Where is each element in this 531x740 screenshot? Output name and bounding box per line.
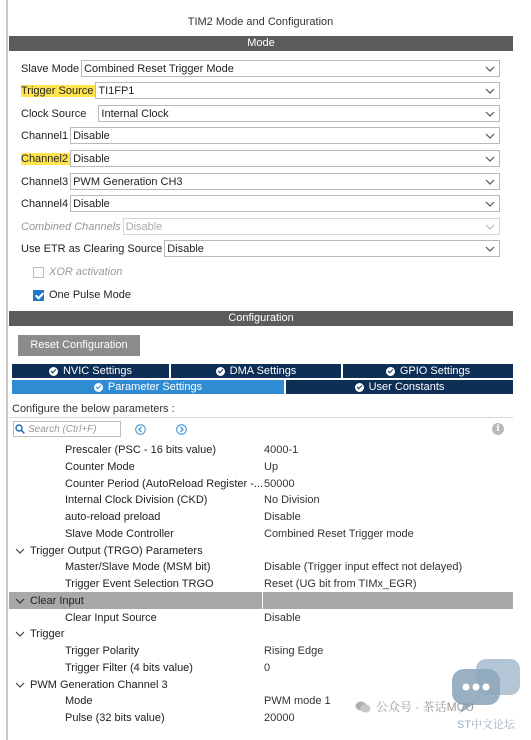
group-label: Trigger Output (TRGO) Parameters (30, 544, 203, 557)
param-row[interactable] (9, 558, 513, 575)
trigger-source-label: Trigger Source (21, 84, 94, 97)
previous-icon[interactable] (135, 424, 146, 435)
param-value: Rising Edge (264, 644, 324, 657)
clock-source-row (21, 105, 500, 122)
channel2-label: Channel2 (21, 152, 69, 165)
channel1-value: Disable (73, 129, 110, 142)
reset-configuration-button[interactable]: Reset Configuration (18, 335, 140, 356)
combined-channels-value: Disable (125, 220, 163, 233)
param-value: Disable (Trigger input effect not delayed) (264, 560, 463, 573)
next-icon[interactable] (176, 424, 187, 435)
slave-mode-label: Slave Mode (21, 62, 80, 75)
tab-parameter-label: Parameter Settings (107, 381, 203, 393)
param-key: Slave Mode Controller (65, 527, 174, 540)
param-key: Pulse (32 bits value) (65, 711, 165, 724)
mode-section-bar: Mode (9, 36, 513, 51)
one-pulse-mode-row[interactable] (33, 288, 131, 302)
tab-parameter-settings[interactable] (12, 380, 284, 394)
channel3-label: Channel3 (21, 175, 69, 188)
param-value: Up (264, 460, 279, 473)
clock-source-value: Internal Clock (101, 107, 169, 120)
param-value: 20000 (264, 711, 295, 724)
info-icon[interactable]: i (492, 423, 504, 435)
slave-mode-select[interactable] (81, 60, 500, 77)
channel4-select[interactable] (70, 195, 500, 212)
tab-nvic-label: NVIC Settings (62, 365, 133, 377)
xor-activation-checkbox (33, 267, 44, 278)
param-value: Reset (UG bit from TIMx_EGR) (264, 577, 417, 590)
use-etr-row (21, 240, 500, 257)
chevron-down-icon (15, 680, 25, 690)
param-value: Disable (264, 510, 301, 523)
param-value: PWM mode 1 (264, 694, 331, 707)
channel1-select[interactable] (70, 127, 500, 144)
trigger-source-value: TI1FP1 (98, 84, 135, 97)
use-etr-value: Disable (167, 242, 204, 255)
chevron-down-icon (485, 222, 495, 232)
tab-user-constants[interactable] (286, 380, 513, 394)
combined-channels-select (123, 218, 500, 235)
column-divider (262, 592, 263, 609)
chevron-down-icon (485, 177, 495, 187)
configuration-section-bar: Configuration (9, 311, 513, 326)
trigger-source-row (21, 82, 500, 99)
tab-gpio-settings[interactable] (343, 364, 513, 378)
channel3-select[interactable] (70, 173, 500, 190)
param-row[interactable] (9, 525, 513, 542)
tab-dma-settings[interactable] (171, 364, 341, 378)
clock-source-label: Clock Source (21, 107, 87, 120)
check-circle-icon (49, 367, 58, 376)
chevron-down-icon (15, 546, 25, 556)
chevron-down-icon (15, 596, 25, 606)
channel2-row (21, 150, 500, 167)
divider (9, 417, 513, 418)
use-etr-label: Use ETR as Clearing Source (21, 242, 163, 255)
param-row[interactable] (9, 508, 513, 525)
tab-nvic-settings[interactable] (12, 364, 169, 378)
param-row[interactable] (9, 642, 513, 659)
channel1-row (21, 127, 500, 144)
param-row[interactable] (9, 475, 513, 492)
check-circle-icon (386, 367, 395, 376)
xor-activation-row (33, 265, 122, 279)
channel1-label: Channel1 (21, 129, 69, 142)
chevron-down-icon (485, 199, 495, 209)
panel-title: TIM2 Mode and Configuration (187, 16, 334, 28)
tab-user-constants-label: User Constants (368, 381, 445, 393)
chevron-down-icon (485, 244, 495, 254)
group-row-clear-input[interactable] (9, 592, 513, 609)
check-circle-icon (355, 383, 364, 392)
search-input[interactable] (13, 421, 121, 437)
param-row[interactable] (9, 491, 513, 508)
chevron-down-icon (485, 154, 495, 164)
channel4-value: Disable (73, 197, 110, 210)
xor-activation-label: XOR activation (49, 266, 123, 278)
chevron-down-icon (485, 109, 495, 119)
param-key: Prescaler (PSC - 16 bits value) (65, 443, 216, 456)
param-row[interactable] (9, 609, 513, 626)
param-value: No Division (264, 493, 320, 506)
one-pulse-mode-label: One Pulse Mode (49, 289, 131, 301)
configure-hint: Configure the below parameters : (12, 403, 175, 415)
group-row-pwm-ch3[interactable] (9, 676, 513, 693)
check-circle-icon (216, 367, 225, 376)
combined-channels-row (21, 218, 500, 235)
param-row[interactable] (9, 659, 513, 676)
param-key: Clear Input Source (65, 611, 157, 624)
group-row-trgo[interactable] (9, 542, 513, 559)
check-circle-icon (94, 383, 103, 392)
use-etr-select[interactable] (164, 240, 500, 257)
channel3-row (21, 173, 500, 190)
left-border (6, 0, 8, 740)
clock-source-select[interactable] (98, 105, 500, 122)
search-placeholder: Search (Ctrl+F) (28, 423, 97, 435)
tab-dma-label: DMA Settings (229, 365, 297, 377)
param-row[interactable] (9, 441, 513, 458)
search-icon (15, 424, 25, 434)
param-value: Combined Reset Trigger mode (264, 527, 414, 540)
param-key: Trigger Polarity (65, 644, 140, 657)
param-key: auto-reload preload (65, 510, 161, 523)
param-value: 50000 (264, 477, 295, 490)
channel4-label: Channel4 (21, 197, 69, 210)
param-key: Trigger Filter (4 bits value) (65, 661, 193, 674)
wechat-icon (355, 700, 371, 714)
slave-mode-row (21, 60, 500, 77)
param-value: 4000-1 (264, 443, 299, 456)
param-key: Master/Slave Mode (MSM bit) (65, 560, 211, 573)
chevron-down-icon (485, 64, 495, 74)
combined-channels-label: Combined Channels (21, 220, 121, 233)
channel2-value: Disable (73, 152, 110, 165)
param-value: 0 (264, 661, 271, 674)
tab-gpio-label: GPIO Settings (399, 365, 471, 377)
param-key: Mode (65, 694, 93, 707)
param-row[interactable] (9, 575, 513, 592)
group-label: Trigger (30, 627, 65, 640)
param-key: Counter Mode (65, 460, 135, 473)
group-label: PWM Generation Channel 3 (30, 678, 168, 691)
param-key: Counter Period (AutoReload Register -... (65, 477, 264, 490)
param-key: Internal Clock Division (CKD) (65, 493, 208, 506)
watermark (355, 698, 474, 715)
trigger-source-select[interactable] (95, 82, 500, 99)
one-pulse-mode-checkbox[interactable] (33, 290, 44, 301)
channel4-row (21, 195, 500, 212)
chevron-down-icon (15, 629, 25, 639)
chevron-down-icon (485, 86, 495, 96)
group-label: Clear Input (30, 594, 84, 607)
param-row[interactable] (9, 458, 513, 475)
watermark-sub: ST中文论坛 (457, 719, 516, 731)
group-row-trigger[interactable] (9, 625, 513, 642)
param-key: Trigger Event Selection TRGO (65, 577, 214, 590)
slave-mode-value: Combined Reset Trigger Mode (84, 62, 234, 75)
channel3-value: PWM Generation CH3 (73, 175, 183, 188)
watermark-text: 公众号 · 茶话MCU (376, 700, 474, 714)
param-value: Disable (264, 611, 301, 624)
chevron-down-icon (485, 131, 495, 141)
channel2-select[interactable] (70, 150, 500, 167)
